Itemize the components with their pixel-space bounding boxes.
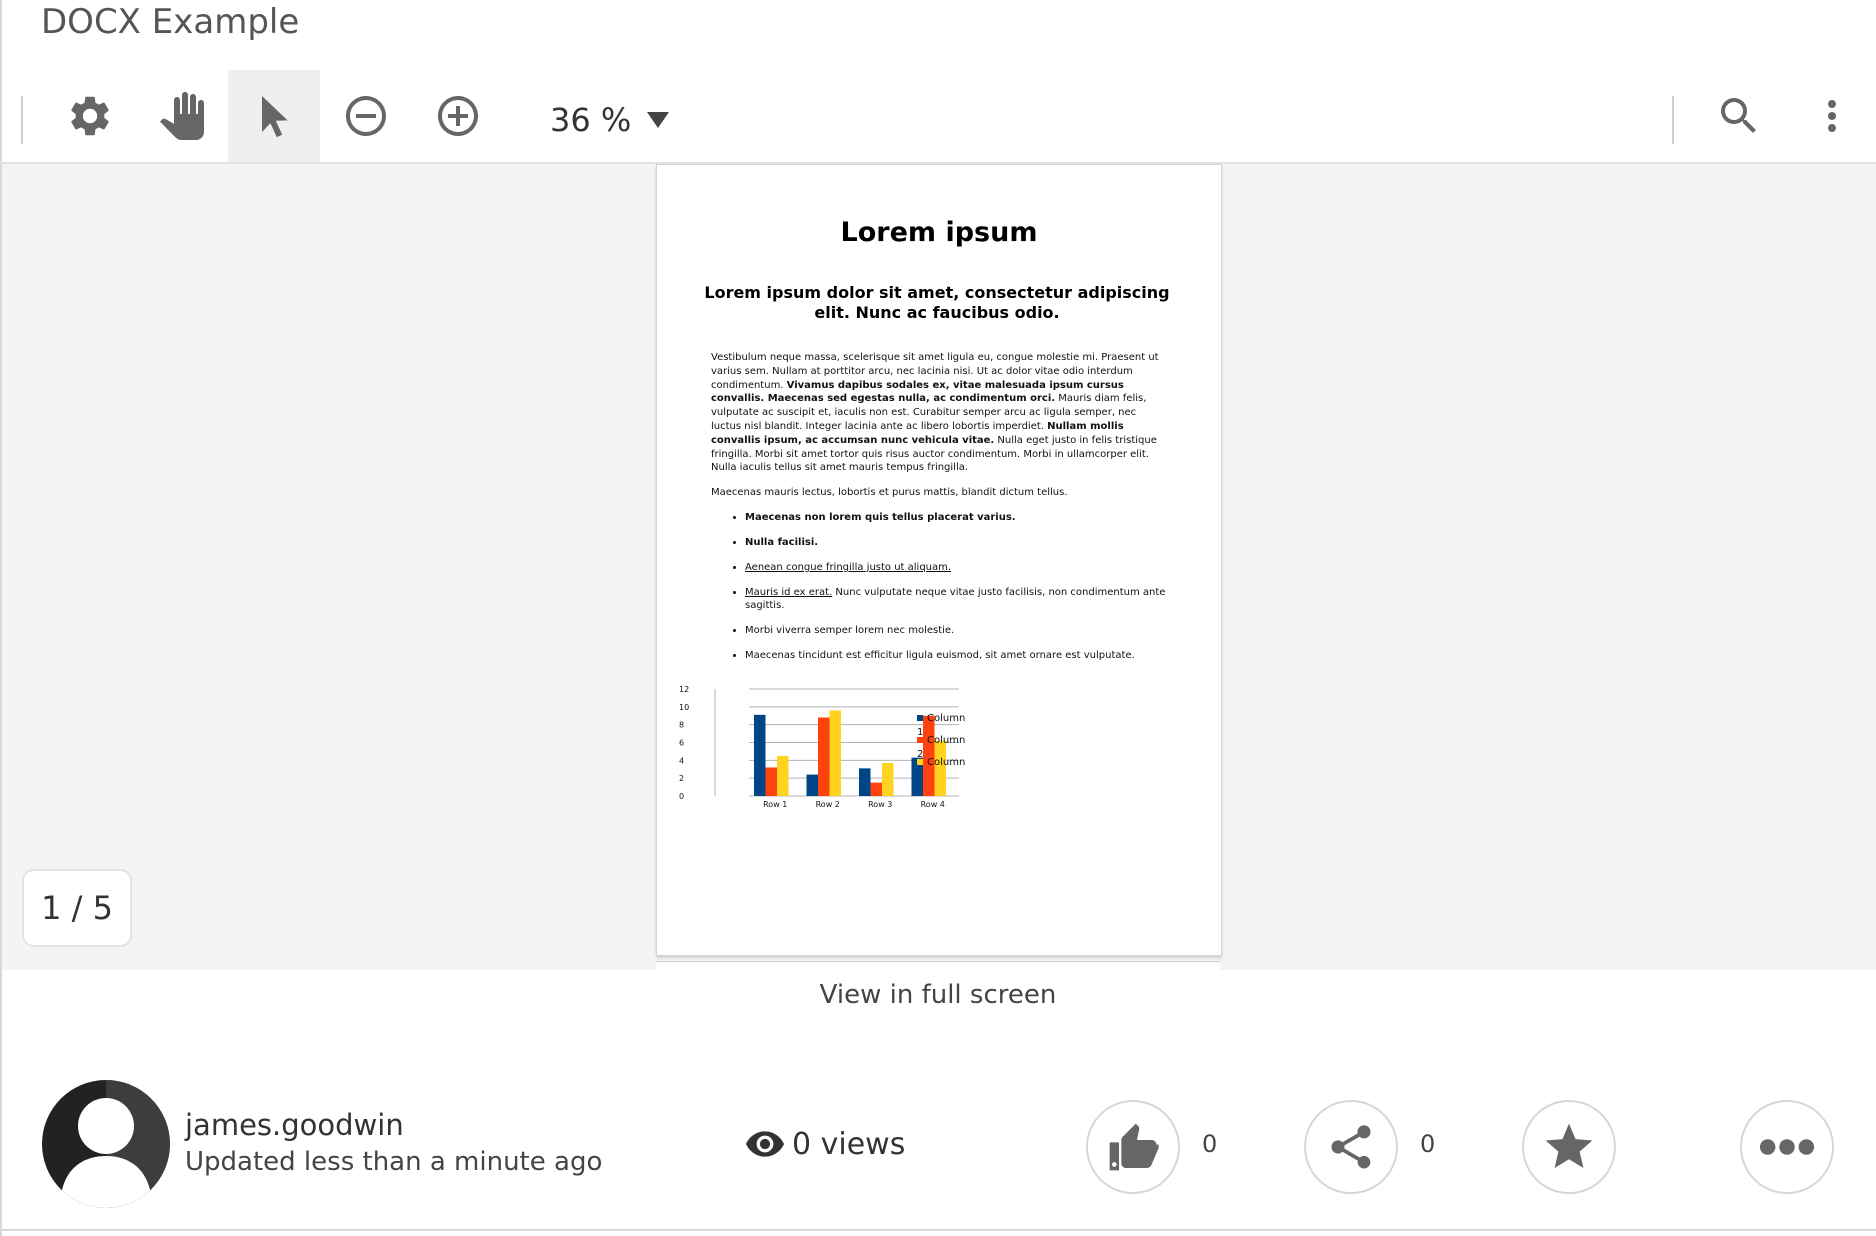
like-count: 0: [1202, 1130, 1218, 1158]
more-horizontal-icon: [1758, 1137, 1816, 1157]
page-heading: Lorem ipsum: [840, 217, 1038, 248]
chart-bar: [882, 763, 894, 796]
caret-down-icon: [647, 112, 669, 128]
pointer-icon: [250, 92, 298, 140]
x-tick-label: Row 2: [815, 800, 840, 809]
zoom-out-icon: [342, 92, 390, 140]
toolbar-divider-left: [21, 96, 23, 144]
list-link[interactable]: Mauris id ex erat.: [745, 587, 833, 598]
legend-label: Column: [927, 735, 966, 746]
legend-label: Column: [927, 757, 966, 768]
chart-bar: [871, 783, 883, 796]
list-item: • Mauris id ex erat. Nunc vulputate neque vitae justo facilisis, non condimentum ante sagittis.: [745, 586, 1171, 612]
thumbs-up-icon: [1105, 1119, 1161, 1175]
zoom-select[interactable]: [550, 96, 669, 144]
legend-label-suffix: 1: [917, 727, 924, 738]
legend-label: Column: [927, 713, 966, 724]
hand-icon: [158, 92, 206, 140]
x-tick-label: Row 4: [920, 800, 945, 809]
bar-chart: [665, 677, 995, 827]
more-vertical-icon: [1808, 92, 1856, 140]
fullscreen-link[interactable]: View in full screen: [819, 980, 1057, 1010]
favorite-button[interactable]: [1522, 1100, 1616, 1194]
view-count: [746, 1124, 905, 1164]
y-tick-label: 6: [679, 738, 685, 748]
next-page-edge: [656, 961, 1220, 970]
star-icon: [1541, 1119, 1597, 1175]
more-options-button[interactable]: [1786, 70, 1876, 162]
chart-bar: [859, 768, 871, 796]
list-link[interactable]: Aenean congue fringilla justo ut aliquam.: [745, 562, 952, 573]
viewer-toolbar: [0, 68, 1876, 164]
legend-swatch: [917, 715, 923, 721]
eye-icon: [746, 1131, 784, 1157]
page-counter: 1 / 5: [22, 869, 132, 947]
updated-timestamp: Updated less than a minute ago: [185, 1147, 603, 1177]
page-paragraph-2: Maecenas mauris lectus, lobortis et purus mattis, blandit dictum tellus.: [711, 487, 1068, 498]
document-page: [656, 164, 1222, 956]
select-tool-button[interactable]: [228, 70, 320, 162]
pan-tool-button[interactable]: [136, 70, 228, 162]
zoom-out-button[interactable]: [320, 70, 412, 162]
x-tick-label: Row 3: [868, 800, 893, 809]
x-tick-label: Row 1: [763, 800, 788, 809]
list-item: • Nulla facilisi.: [745, 536, 1171, 549]
chart-bar: [766, 767, 778, 796]
toolbar-divider-right: [1672, 96, 1674, 144]
chart-bar: [818, 718, 830, 796]
list-item: • Maecenas tincidunt est efficitur ligula euismod, sit amet ornare est vulputate.: [745, 649, 1171, 662]
owner-avatar[interactable]: [42, 1080, 170, 1208]
document-viewer[interactable]: [2, 164, 1876, 970]
chart-bar: [807, 775, 819, 796]
chart-bar: [935, 741, 947, 796]
zoom-value: 36 %: [550, 101, 632, 139]
y-tick-label: 0: [679, 792, 685, 801]
zoom-in-icon: [434, 92, 482, 140]
view-count-text: 0 views: [792, 1126, 906, 1162]
list-item: • Maecenas non lorem quis tellus placerat varius.: [745, 511, 1171, 524]
chart-bar: [923, 716, 935, 796]
settings-button[interactable]: [44, 70, 136, 162]
y-tick-label: 8: [679, 720, 685, 730]
like-button[interactable]: [1086, 1100, 1180, 1194]
y-tick-label: 10: [679, 702, 690, 712]
search-button[interactable]: [1693, 70, 1785, 162]
y-tick-label: 4: [679, 756, 685, 766]
gear-icon: [66, 92, 114, 140]
page-paragraph: Vestibulum neque massa, scelerisque sit amet ligula eu, congue molestie mi. Praesent ut varius sem. Nullam at porttitor arcu, nec lacinia nisi. Ut ac dolor vitae odio interdum condimentum. Vivamus dapibus sodales ex, vitae malesuada ipsum cursus convallis. Maecenas sed egestas nulla, ac condimentum orci. Mauris diam felis, vulputate ac suscipit et, iaculis non est. Curabitur semper arcu ac ligula semper, nec luctus nisl blandit. Integer lacinia ante ac libero lobortis imperdiet. Nullam mollis convallis ipsum, ac accumsan nunc vehicula vitae. Nulla eget justo in felis tristique fringilla. Morbi sit amet tortor quis risus auctor condimentum. Morbi in ullamcorper elit. Nulla iaculis tellus sit amet mauris tempus fringilla.: [711, 352, 1159, 474]
more-actions-button[interactable]: [1740, 1100, 1834, 1194]
chart-bar: [830, 710, 842, 796]
list-item: [745, 561, 1171, 574]
list-item: • Morbi viverra semper lorem nec molestie.: [745, 624, 1171, 637]
page-bullet-list: [711, 511, 1171, 674]
page-subheading: Lorem ipsum dolor sit amet, consectetur adipiscing elit. Nunc ac faucibus odio.: [704, 283, 1170, 322]
owner-name[interactable]: james.goodwin: [185, 1108, 404, 1142]
document-title: DOCX Example: [41, 2, 300, 42]
frame-bottom-border: [0, 1229, 1876, 1231]
share-icon: [1325, 1121, 1377, 1173]
search-icon: [1715, 92, 1763, 140]
y-tick-label: 2: [679, 774, 685, 784]
chart-bar: [754, 715, 766, 796]
chart-bar: [777, 756, 789, 796]
share-button[interactable]: [1304, 1100, 1398, 1194]
zoom-in-button[interactable]: [412, 70, 504, 162]
legend-label-suffix: 2: [917, 749, 924, 760]
share-count: 0: [1420, 1130, 1436, 1158]
y-tick-label: 12: [679, 685, 690, 694]
avatar-icon: [42, 1080, 170, 1208]
